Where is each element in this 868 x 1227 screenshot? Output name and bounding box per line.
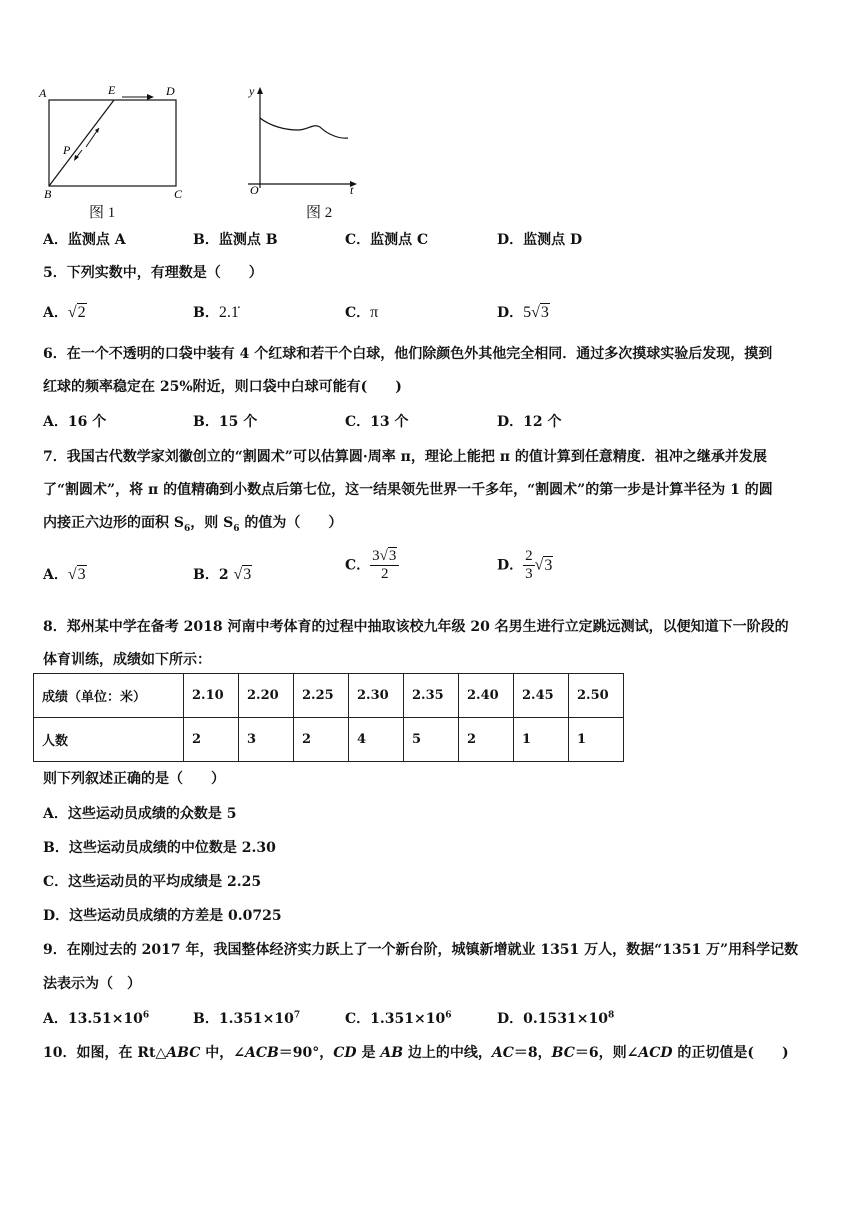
q9-option-a: A．$13.51\times 10^6$	[43, 1010, 150, 1027]
q7-option-c: C． $\frac{3√3}{2}$	[345, 548, 399, 583]
q7-option-b: B．2 √3	[193, 566, 252, 583]
table-header-cell: 2.45	[514, 674, 569, 718]
label-p: P	[63, 143, 71, 157]
q8-prompt: 则下列叙述正确的是（ ）	[43, 771, 225, 787]
q9-option-b: B．$1.351\times 10^7$	[193, 1010, 301, 1027]
q5-option-d: D．5√3	[497, 304, 549, 321]
q6-line-2: 红球的频率稳定在 25%附近，则口袋中白球可能有( )	[43, 379, 402, 395]
q7-line-3: 内接正六边形的面积 $S_6$，则 $S_6$ 的值为（ ）	[43, 515, 343, 534]
q9-line-2: 法表示为（ ）	[43, 976, 141, 992]
label-a: A	[39, 86, 47, 100]
figure-1-caption: 图 1	[89, 205, 116, 221]
q10-stem: 10．如图，在 Rt△ABC 中，∠ACB＝90°，CD 是 AB 边上的中线，AC＝8，BC＝6，则∠ACD 的正切值是( )	[43, 1045, 789, 1061]
score-table	[33, 673, 624, 762]
table-cell: 人数	[34, 718, 184, 762]
q4-option-c: C．监测点 C	[345, 232, 429, 248]
q7-option-d: D． $\frac{2}{3}$ √3	[497, 548, 553, 582]
figure-2-caption: 图 2	[306, 205, 333, 221]
y-curve	[260, 118, 348, 138]
q6-line-1: 6．在一个不透明的口袋中装有 4 个红球和若干个白球，他们除颜色外其他完全相同．通过多次摸球实验后发现，摸到	[43, 346, 773, 362]
q9-option-d: D．$0.1531\times 10^8$	[497, 1010, 615, 1027]
label-o: O	[250, 183, 259, 197]
table-row	[34, 674, 624, 718]
table-row	[34, 718, 624, 762]
table-cell: 4	[349, 718, 404, 762]
table-cell: 2	[459, 718, 514, 762]
q6-option-c: C．13 个	[345, 414, 409, 430]
table-header-cell: 2.40	[459, 674, 514, 718]
figure-2-graph	[240, 80, 365, 202]
q8-option-a: A．这些运动员成绩的众数是 5	[43, 806, 237, 822]
table-header-cell: 成绩（单位：米）	[34, 674, 184, 718]
table-header-cell: 2.50	[569, 674, 624, 718]
q7-line-1: 7．我国古代数学家刘徽创立的“割圆术”可以估算圆·周率 π，理论上能把 π 的值计算到任意精度．祖冲之继承并发展	[43, 449, 767, 465]
table-cell: 2	[294, 718, 349, 762]
q8-option-d: D．这些运动员成绩的方差是 0.0725	[43, 908, 282, 924]
table-cell: 1	[514, 718, 569, 762]
table-cell: 1	[569, 718, 624, 762]
q7-option-a: A．√3	[43, 566, 86, 583]
q6-option-d: D．12 个	[497, 414, 562, 430]
q5-option-c: C．π	[345, 304, 379, 321]
table-header-cell: 2.10	[184, 674, 239, 718]
q4-option-d: D．监测点 D	[497, 232, 583, 248]
figure-1-rectangle-diagram	[36, 80, 196, 202]
q8-line-2: 体育训练，成绩如下所示：	[43, 652, 211, 668]
table-cell: 5	[404, 718, 459, 762]
label-c: C	[174, 187, 183, 201]
q8-option-c: C．这些运动员的平均成绩是 2.25	[43, 874, 262, 890]
q5-option-a: A．√2	[43, 304, 86, 321]
label-t: t	[350, 183, 354, 197]
q6-option-b: B．15 个	[193, 414, 258, 430]
q4-option-b: B．监测点 B	[193, 232, 278, 248]
table-cell: 3	[239, 718, 294, 762]
q9-option-c: C．$1.351\times 10^6$	[345, 1010, 452, 1027]
label-b: B	[44, 187, 52, 201]
table-header-cell: 2.20	[239, 674, 294, 718]
table-header-cell: 2.35	[404, 674, 459, 718]
label-y: y	[249, 84, 255, 98]
q8-line-1: 8．郑州某中学在备考 2018 河南中考体育的过程中抽取该校九年级 20 名男生进行立定跳远测试，以便知道下一阶段的	[43, 619, 789, 635]
q5-stem: 5．下列实数中，有理数是（ ）	[43, 265, 263, 281]
q5-option-b: B．2.1̇	[193, 304, 239, 321]
q7-line-2: 了“割圆术”，将 π 的值精确到小数点后第七位，这一结果领先世界一千多年，“割圆术”的第一步是计算半径为 1 的圆	[43, 482, 773, 498]
label-e: E	[108, 83, 116, 97]
table-header-cell: 2.30	[349, 674, 404, 718]
label-d: D	[166, 84, 175, 98]
q9-line-1: 9．在刚过去的 2017 年，我国整体经济实力跃上了一个新台阶，城镇新增就业 1351 万人，数据“1351 万”用科学记数	[43, 942, 799, 958]
segment-be	[49, 100, 114, 186]
arrow-p-down	[74, 155, 79, 161]
q4-option-a: A．监测点 A	[43, 232, 126, 248]
table-cell: 2	[184, 718, 239, 762]
q6-option-a: A．16 个	[43, 414, 107, 430]
q8-option-b: B．这些运动员成绩的中位数是 2.30	[43, 840, 276, 856]
table-header-cell: 2.25	[294, 674, 349, 718]
